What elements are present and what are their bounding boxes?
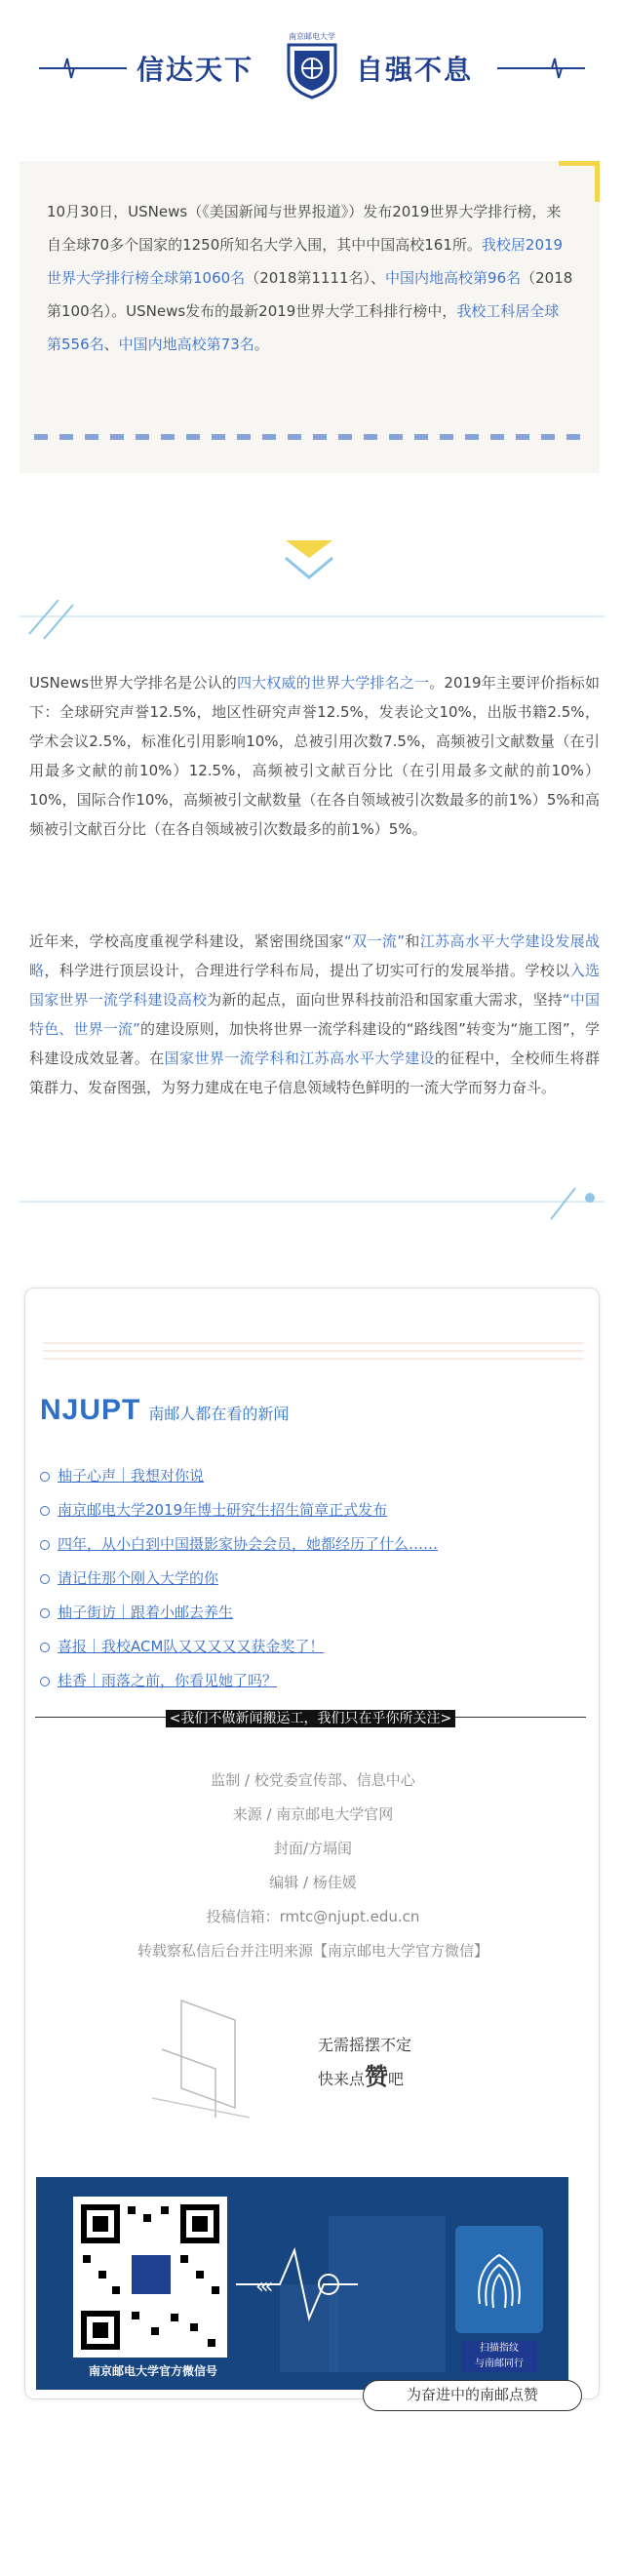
stripe-decoration (43, 1335, 584, 1365)
slogan-right: 自强不息 (356, 54, 474, 86)
motto-text: <我们不做新闻搬运工，我们只在乎你所关注> (166, 1710, 455, 1727)
body-text: ，科学进行顶层设计，合理进行学科布局，提出了切实可行的发展举措。学校以 (44, 962, 570, 979)
news-item[interactable]: 柚子心声｜我想对你说 (40, 1459, 586, 1493)
credit-source: 来源 / 南京邮电大学官网 (232, 1805, 394, 1823)
news-item[interactable]: 喜报｜我校ACM队又又又又又获金奖了！ (40, 1630, 586, 1664)
body-text: 近年来，学校高度重视学科建设，紧密围绕国家 (29, 932, 344, 950)
news-heading (40, 1394, 289, 1427)
like-prompt (318, 2030, 411, 2095)
intro-text: （2018第100名）。USNews发布的最新2019世界大学工科排行榜中， (47, 269, 573, 320)
body-text: 的建设原则，加快将世界一流学科建设的“路线图”转变为“施工图”，学科建设成效显著。在 (29, 1020, 600, 1067)
like-pre: 快来点 (318, 2070, 366, 2088)
news-item[interactable]: 南京邮电大学2019年博士研究生招生简章正式发布 (40, 1493, 586, 1527)
finger-label-2: 与南邮同行 (475, 2358, 524, 2369)
qr-code-icon[interactable] (73, 2197, 227, 2358)
credit-supervise: 监制 / 校党委宣传部、信息中心 (211, 1771, 415, 1789)
wechat-banner (36, 2177, 568, 2390)
engineering-domestic-link[interactable]: 中国内地高校第73名 (118, 336, 254, 353)
thumb-up-icon (142, 1991, 259, 2127)
rank-link[interactable]: 我校居2019世界大学排行榜全球第1060名 (47, 236, 564, 287)
news-subtitle: 南邮人都在看的新闻 (148, 1405, 290, 1423)
intro-card (20, 161, 600, 473)
intro-text: 10月30日，USNews（《美国新闻与世界报道》）发布2019世界大学排行榜，来自全球70多个国家的1250所知名大学入围，其中中国高校161所。 (47, 203, 562, 254)
fingerprint-label (461, 2341, 537, 2372)
credit-reprint: 转载察私信后台并注明来源【南京邮电大学官方微信】 (136, 1942, 488, 1960)
divider-decoration (20, 595, 604, 654)
chinese-characteristics-link[interactable]: “中国特色、世界一流” (29, 991, 600, 1038)
body-text: 为新的起点，面向世界科技前沿和国家重大需求，坚持 (207, 991, 563, 1009)
credit-email[interactable]: 投稿信箱：rmtc@njupt.edu.cn (206, 1908, 420, 1925)
news-item[interactable]: 桂香｜雨落之前，你看见她了吗？ (40, 1664, 586, 1698)
ranking-description (29, 668, 600, 844)
header-line-right (497, 67, 585, 69)
news-item[interactable]: 柚子街访｜跟着小邮去养生 (40, 1596, 586, 1630)
credit-editor: 编辑 / 杨佳媛 (269, 1874, 357, 1891)
qr-label: 南京邮电大学官方微信号 (88, 2364, 217, 2378)
body-text: 的征程中，全校师生将群策群力、发奋图强，为努力建成在电子信息领域特色鲜明的一流大学而努力奋斗。 (29, 1050, 600, 1096)
header (0, 29, 624, 107)
body-text: 和 (405, 932, 420, 950)
header-line-left (39, 67, 127, 69)
dashed-divider (34, 434, 585, 440)
intro-text: 、 (103, 336, 119, 353)
national-discipline-link[interactable]: 入选国家世界一流学科建设高校 (29, 962, 600, 1009)
news-item[interactable]: 请记住那个刚入大学的你 (40, 1562, 586, 1596)
authority-link[interactable]: 四大权威的世界大学排名之一 (236, 674, 430, 692)
like-line-2 (318, 2061, 411, 2095)
double-first-class-link[interactable]: “双一流” (343, 932, 406, 950)
like-post: 吧 (388, 2070, 405, 2088)
body-text: USNews世界大学排名是公认的 (29, 674, 237, 692)
spark-icon (58, 57, 80, 80)
divider-decoration (20, 1180, 604, 1229)
motto-row (35, 1708, 586, 1727)
body-text: 。2019年主要评价指标如下：全球研究声誉12.5%，地区性研究声誉12.5%，发表论文10%，出版书籍2.5%，学术会议2.5%，标准化引用影响10%，总被引用次数7.5%，高频被引文献数量（在引用最多文献的前10%）12.5%，高频被引文献百分比（在引用最多文献的前10%）10%，国际合作10%，高频被引文献数量（在各自领域被引次数最多的前1%）5%和高频被引文献百分比（在各自领域被引次数最多的前1%）5%。 (29, 674, 600, 838)
slogan-left: 信达天下 (136, 54, 254, 86)
jiangsu-strategy-link[interactable]: 江苏高水平大学建设发展战略 (29, 932, 600, 979)
chevron-down-icon (280, 535, 338, 593)
like-line-1: 无需摇摆不定 (318, 2036, 412, 2054)
construction-link[interactable]: 国家世界一流学科和江苏高水平大学建设 (164, 1050, 435, 1067)
motto (35, 1708, 586, 1727)
discipline-description (29, 927, 600, 1102)
engineering-rank-link[interactable]: 我校工科居全球第556名 (47, 302, 560, 353)
intro-text: （2018第1111名）、 (245, 269, 386, 287)
credits (25, 1764, 601, 1968)
news-item[interactable]: 四年，从小白到中国摄影家协会会员，她都经历了什么…… (40, 1527, 586, 1562)
like-big: 赞 (365, 2063, 389, 2090)
slogan-bubble: 为奋进中的南邮点赞 (363, 2380, 582, 2411)
brand-name: NJUPT (40, 1394, 141, 1426)
domestic-rank-link[interactable]: 中国内地高校第96名 (385, 269, 522, 287)
arrows-left-icon: ‹‹‹ (255, 2275, 270, 2299)
intro-paragraph (47, 195, 573, 361)
university-emblem-icon (281, 29, 343, 99)
intro-text: 。 (254, 336, 269, 353)
credit-cover: 封面/方塥闺 (273, 1840, 353, 1857)
finger-label-1: 扫描指纹 (480, 2343, 519, 2354)
fingerprint-icon[interactable] (455, 2226, 543, 2333)
news-list (40, 1459, 586, 1698)
svg-text:南京邮电大学: 南京邮电大学 (289, 32, 335, 41)
